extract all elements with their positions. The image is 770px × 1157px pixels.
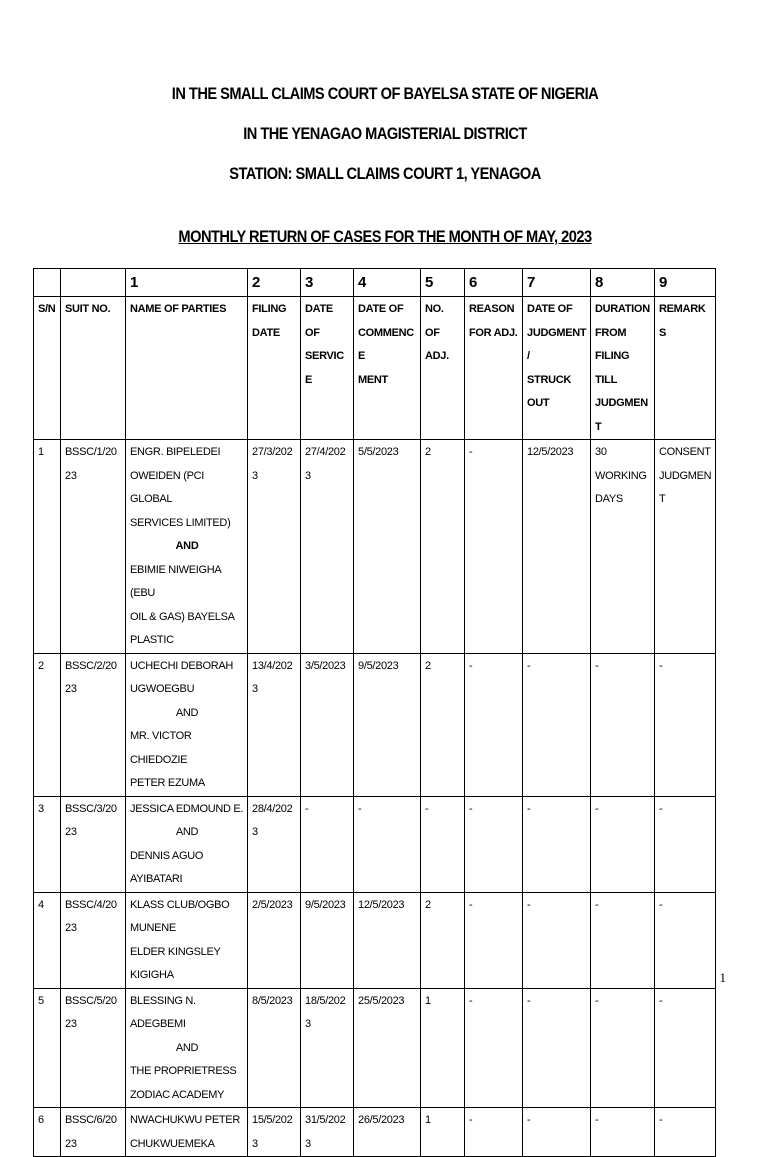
- column-header-line: SERVICE: [305, 350, 344, 386]
- claimant-name-line: KLASS CLUB/OGBO: [130, 898, 230, 911]
- serial-number-cell: [34, 1108, 61, 1157]
- column-header-line: S/N: [38, 303, 56, 315]
- service-date: 31/5/2023: [305, 1114, 346, 1150]
- column-header-line: FROM: [595, 326, 627, 339]
- adjournment-count: 2: [425, 659, 431, 672]
- adjournment-count-cell: [421, 988, 465, 1108]
- remarks-cell: [655, 796, 716, 892]
- table-row: [34, 892, 716, 988]
- adjournment-count-cell: [421, 892, 465, 988]
- adjournment-reason: -: [469, 1114, 473, 1126]
- claimant-name-line: OWEIDEN (PCI GLOBAL: [130, 469, 205, 505]
- column-header-line: REASON: [469, 303, 515, 315]
- column-header-line: FOR ADJ.: [469, 326, 518, 339]
- claimant-name-line: SERVICES LIMITED): [130, 516, 231, 529]
- table-row: [34, 988, 716, 1108]
- and-separator: AND: [175, 1041, 199, 1054]
- filing-date: 2/5/2023: [252, 898, 293, 911]
- commencement-date-cell: [354, 653, 421, 796]
- column-header-line: FILING: [252, 303, 287, 315]
- judgment-date: 12/5/2023: [527, 446, 574, 458]
- adjournment-count: -: [425, 802, 429, 815]
- serial-number-cell: [34, 988, 61, 1108]
- adjournment-reason-cell: [465, 892, 523, 988]
- district-title: IN THE YENAGAO MAGISTERIAL DISTRICT: [243, 124, 527, 143]
- claimant-name-line: NWACHUKWU PETER: [130, 1114, 240, 1126]
- remarks-line: -: [659, 802, 663, 815]
- judgment-date: -: [527, 994, 531, 1007]
- adjournment-reason: -: [469, 446, 473, 458]
- remarks-line: -: [659, 659, 663, 672]
- defendant-name-line: THE PROPRIETRESS: [130, 1065, 237, 1077]
- serial-number: 6: [38, 1114, 44, 1126]
- column-number-cell: 9: [655, 269, 716, 297]
- suit-number-cell: [61, 892, 126, 988]
- adjournment-reason-cell: [465, 440, 523, 654]
- service-date: 3/5/2023: [305, 659, 346, 672]
- column-header-line: MENT: [358, 373, 388, 386]
- commencement-date-cell: [354, 892, 421, 988]
- filing-date-cell: [248, 653, 301, 796]
- adjournment-reason-cell: [465, 1108, 523, 1157]
- remarks-line: -: [659, 898, 663, 911]
- suit-number-cell: [61, 653, 126, 796]
- serial-number: 3: [38, 802, 44, 815]
- duration-line: -: [595, 802, 599, 815]
- column-number-cell: 3: [301, 269, 354, 297]
- serial-number-cell: [34, 892, 61, 988]
- filing-date: 28/4/2023: [252, 802, 293, 838]
- judgment-date-cell: [523, 892, 591, 988]
- defendant-name-line: PETER EZUMA: [130, 777, 205, 789]
- claimant-name-line: BLESSING N. ADEGBEMI: [130, 994, 196, 1030]
- column-number-cell: [34, 269, 61, 297]
- filing-date: 8/5/2023: [252, 994, 293, 1007]
- defendant-name-line: OIL & GAS) BAYELSA: [130, 610, 235, 623]
- suit-number-cell: [61, 440, 126, 654]
- report-subtitle: [54, 227, 716, 247]
- service-date: -: [305, 802, 309, 815]
- column-header-cell: [421, 297, 465, 440]
- judgment-date-cell: [523, 653, 591, 796]
- commencement-date: 5/5/2023: [358, 446, 399, 458]
- duration-cell: [591, 653, 655, 796]
- remarks-cell: [655, 892, 716, 988]
- duration-cell: [591, 1108, 655, 1157]
- judgment-date-cell: [523, 440, 591, 654]
- remarks-line: -: [659, 994, 663, 1007]
- defendant-name-line: ELDER KINGSLEY KIGIGHA: [130, 945, 221, 981]
- parties-cell: [126, 653, 248, 796]
- station-title: STATION: SMALL CLAIMS COURT 1, YENAGOA: [229, 164, 541, 183]
- suit-number-cell: [61, 796, 126, 892]
- column-header-cell: [301, 297, 354, 440]
- column-header-cell: [655, 297, 716, 440]
- column-header-line: DATE OF: [358, 303, 404, 315]
- column-number-cell: 6: [465, 269, 523, 297]
- service-date-cell: [301, 892, 354, 988]
- table-row: [34, 653, 716, 796]
- suit-number-cell: [61, 988, 126, 1108]
- defendant-name-line: PLASTIC: [130, 634, 174, 646]
- judgment-date: -: [527, 1114, 531, 1126]
- duration-line: -: [595, 994, 599, 1007]
- remarks-cell: [655, 1108, 716, 1157]
- adjournment-count: 2: [425, 898, 431, 911]
- column-header-line: DATE OF: [527, 303, 573, 315]
- defendant-name-line: ZODIAC ACADEMY: [130, 1088, 225, 1101]
- suit-number: BSSC/4/2023: [65, 898, 117, 934]
- column-number-cell: 2: [248, 269, 301, 297]
- column-header-cell: [591, 297, 655, 440]
- judgment-date-cell: [523, 796, 591, 892]
- column-header-line: JUDGMENT/: [527, 326, 587, 362]
- adjournment-count: 1: [425, 1114, 431, 1126]
- court-title: IN THE SMALL CLAIMS COURT OF BAYELSA STATE OF NIGERIA: [171, 84, 599, 103]
- defendant-name-line: MR. VICTOR CHIEDOZIE: [130, 730, 192, 766]
- column-header-cell: [34, 297, 61, 440]
- defendant-name-line: EBIMIE NIWEIGHA (EBU: [130, 563, 221, 599]
- column-header-line: STRUCK OUT: [527, 373, 572, 409]
- service-date: 9/5/2023: [305, 898, 346, 911]
- duration-cell: [591, 988, 655, 1108]
- column-number-cell: 8: [591, 269, 655, 297]
- column-header-cell: [126, 297, 248, 440]
- parties-cell: [126, 892, 248, 988]
- commencement-date-cell: [354, 1108, 421, 1157]
- duration-line: DAYS: [595, 493, 623, 505]
- duration-cell: [591, 892, 655, 988]
- serial-number-cell: [34, 796, 61, 892]
- claimant-name-line: CHUKWUEMEKA: [130, 1137, 215, 1150]
- report-subtitle-text: MONTHLY RETURN OF CASES FOR THE MONTH OF MAY, 2023: [178, 227, 592, 246]
- adjournment-reason: -: [469, 898, 473, 911]
- adjournment-reason: -: [469, 994, 473, 1007]
- adjournment-count-cell: [421, 1108, 465, 1157]
- filing-date-cell: [248, 1108, 301, 1157]
- serial-number-cell: [34, 440, 61, 654]
- judgment-date: -: [527, 898, 531, 911]
- adjournment-reason: -: [469, 659, 473, 672]
- column-header-cell: [465, 297, 523, 440]
- filing-date-cell: [248, 988, 301, 1108]
- serial-number: 2: [38, 659, 44, 672]
- judgment-date: -: [527, 659, 531, 672]
- suit-number: BSSC/6/2023: [65, 1114, 117, 1150]
- commencement-date: 25/5/2023: [358, 994, 405, 1007]
- service-date-cell: [301, 1108, 354, 1157]
- column-header-line: SUIT NO.: [65, 303, 111, 315]
- filing-date-cell: [248, 796, 301, 892]
- filing-date: 13/4/2023: [252, 659, 293, 695]
- duration-line: -: [595, 898, 599, 911]
- remarks-cell: [655, 440, 716, 654]
- duration-cell: [591, 796, 655, 892]
- suit-number: BSSC/1/2023: [65, 446, 117, 482]
- claimant-name-line: UCHECHI DEBORAH: [130, 659, 234, 672]
- duration-line: 30 WORKING: [595, 446, 647, 482]
- commencement-date-cell: [354, 988, 421, 1108]
- commencement-date-cell: [354, 796, 421, 892]
- suit-number: BSSC/2/2023: [65, 659, 117, 695]
- commencement-date: 12/5/2023: [358, 898, 405, 911]
- filing-date: 15/5/2023: [252, 1114, 293, 1150]
- remarks-line: -: [659, 1114, 663, 1126]
- judgment-date: -: [527, 802, 531, 815]
- remarks-cell: [655, 988, 716, 1108]
- table-row: [34, 796, 716, 892]
- adjournment-count: 2: [425, 446, 431, 458]
- adjournment-reason: -: [469, 802, 473, 815]
- and-separator: AND: [175, 826, 199, 838]
- table-row: [34, 440, 716, 654]
- column-header-line: JUDGMENT: [595, 397, 648, 433]
- filing-date-cell: [248, 440, 301, 654]
- duration-line: -: [595, 1114, 599, 1126]
- service-date: 18/5/2023: [305, 994, 346, 1030]
- page-number: 1: [719, 970, 726, 985]
- column-header-line: COMMENCE: [358, 326, 414, 362]
- judgment-date-cell: [523, 988, 591, 1108]
- column-number-row: [34, 269, 716, 297]
- filing-date: 27/3/2023: [252, 446, 293, 482]
- adjournment-count-cell: [421, 440, 465, 654]
- parties-cell: [126, 988, 248, 1108]
- column-number-cell: [61, 269, 126, 297]
- adjournment-reason-cell: [465, 653, 523, 796]
- duration-line: -: [595, 659, 599, 672]
- column-header-row: [34, 297, 716, 440]
- parties-cell: [126, 1108, 248, 1157]
- commencement-date: -: [358, 802, 362, 815]
- service-date-cell: [301, 440, 354, 654]
- parties-cell: [126, 796, 248, 892]
- service-date: 27/4/2023: [305, 446, 346, 482]
- remarks-cell: [655, 653, 716, 796]
- column-header-cell: [248, 297, 301, 440]
- service-date-cell: [301, 653, 354, 796]
- column-header-line: ADJ.: [425, 350, 449, 362]
- column-header-line: NO. OF: [425, 303, 444, 339]
- duration-cell: [591, 440, 655, 654]
- and-separator: AND: [175, 706, 199, 719]
- column-header-cell: [354, 297, 421, 440]
- remarks-line: JUDGMENT: [659, 469, 712, 505]
- remarks-line: CONSENT: [659, 446, 711, 458]
- parties-cell: [126, 440, 248, 654]
- table-row: [34, 1108, 716, 1157]
- defendant-name-line: DENNIS AGUO AYIBATARI: [130, 849, 204, 885]
- column-header-cell: [61, 297, 126, 440]
- column-header-line: NAME OF PARTIES: [130, 303, 227, 315]
- adjournment-count-cell: [421, 653, 465, 796]
- claimant-name-line: UGWOEGBU: [130, 683, 195, 695]
- serial-number: 1: [38, 446, 44, 458]
- and-separator: AND: [175, 540, 199, 552]
- filing-date-cell: [248, 892, 301, 988]
- suit-number: BSSC/3/2023: [65, 802, 117, 838]
- adjournment-reason-cell: [465, 988, 523, 1108]
- judgment-date-cell: [523, 1108, 591, 1157]
- column-number-cell: 5: [421, 269, 465, 297]
- claimant-name-line: MUNENE: [130, 922, 176, 934]
- column-number-cell: 4: [354, 269, 421, 297]
- suit-number-cell: [61, 1108, 126, 1157]
- adjournment-count-cell: [421, 796, 465, 892]
- serial-number: 4: [38, 898, 44, 911]
- column-header-line: FILING TILL: [595, 350, 630, 386]
- commencement-date-cell: [354, 440, 421, 654]
- claimant-name-line: JESSICA EDMOUND E.: [130, 802, 244, 815]
- adjournment-count: 1: [425, 994, 431, 1007]
- commencement-date: 9/5/2023: [358, 659, 399, 672]
- returns-table-body: [34, 269, 716, 1157]
- service-date-cell: [301, 988, 354, 1108]
- column-header-line: DATE: [252, 326, 280, 339]
- serial-number: 5: [38, 994, 44, 1007]
- column-header-line: REMARKS: [659, 303, 706, 339]
- adjournment-reason-cell: [465, 796, 523, 892]
- column-number-cell: 1: [126, 269, 248, 297]
- claimant-name-line: ENGR. BIPELEDEI: [130, 446, 221, 458]
- column-header-line: DATE OF: [305, 303, 333, 339]
- column-header-cell: [523, 297, 591, 440]
- serial-number-cell: [34, 653, 61, 796]
- commencement-date: 26/5/2023: [358, 1114, 405, 1126]
- service-date-cell: [301, 796, 354, 892]
- column-number-cell: 7: [523, 269, 591, 297]
- column-header-line: DURATION: [595, 303, 650, 315]
- suit-number: BSSC/5/2023: [65, 994, 117, 1030]
